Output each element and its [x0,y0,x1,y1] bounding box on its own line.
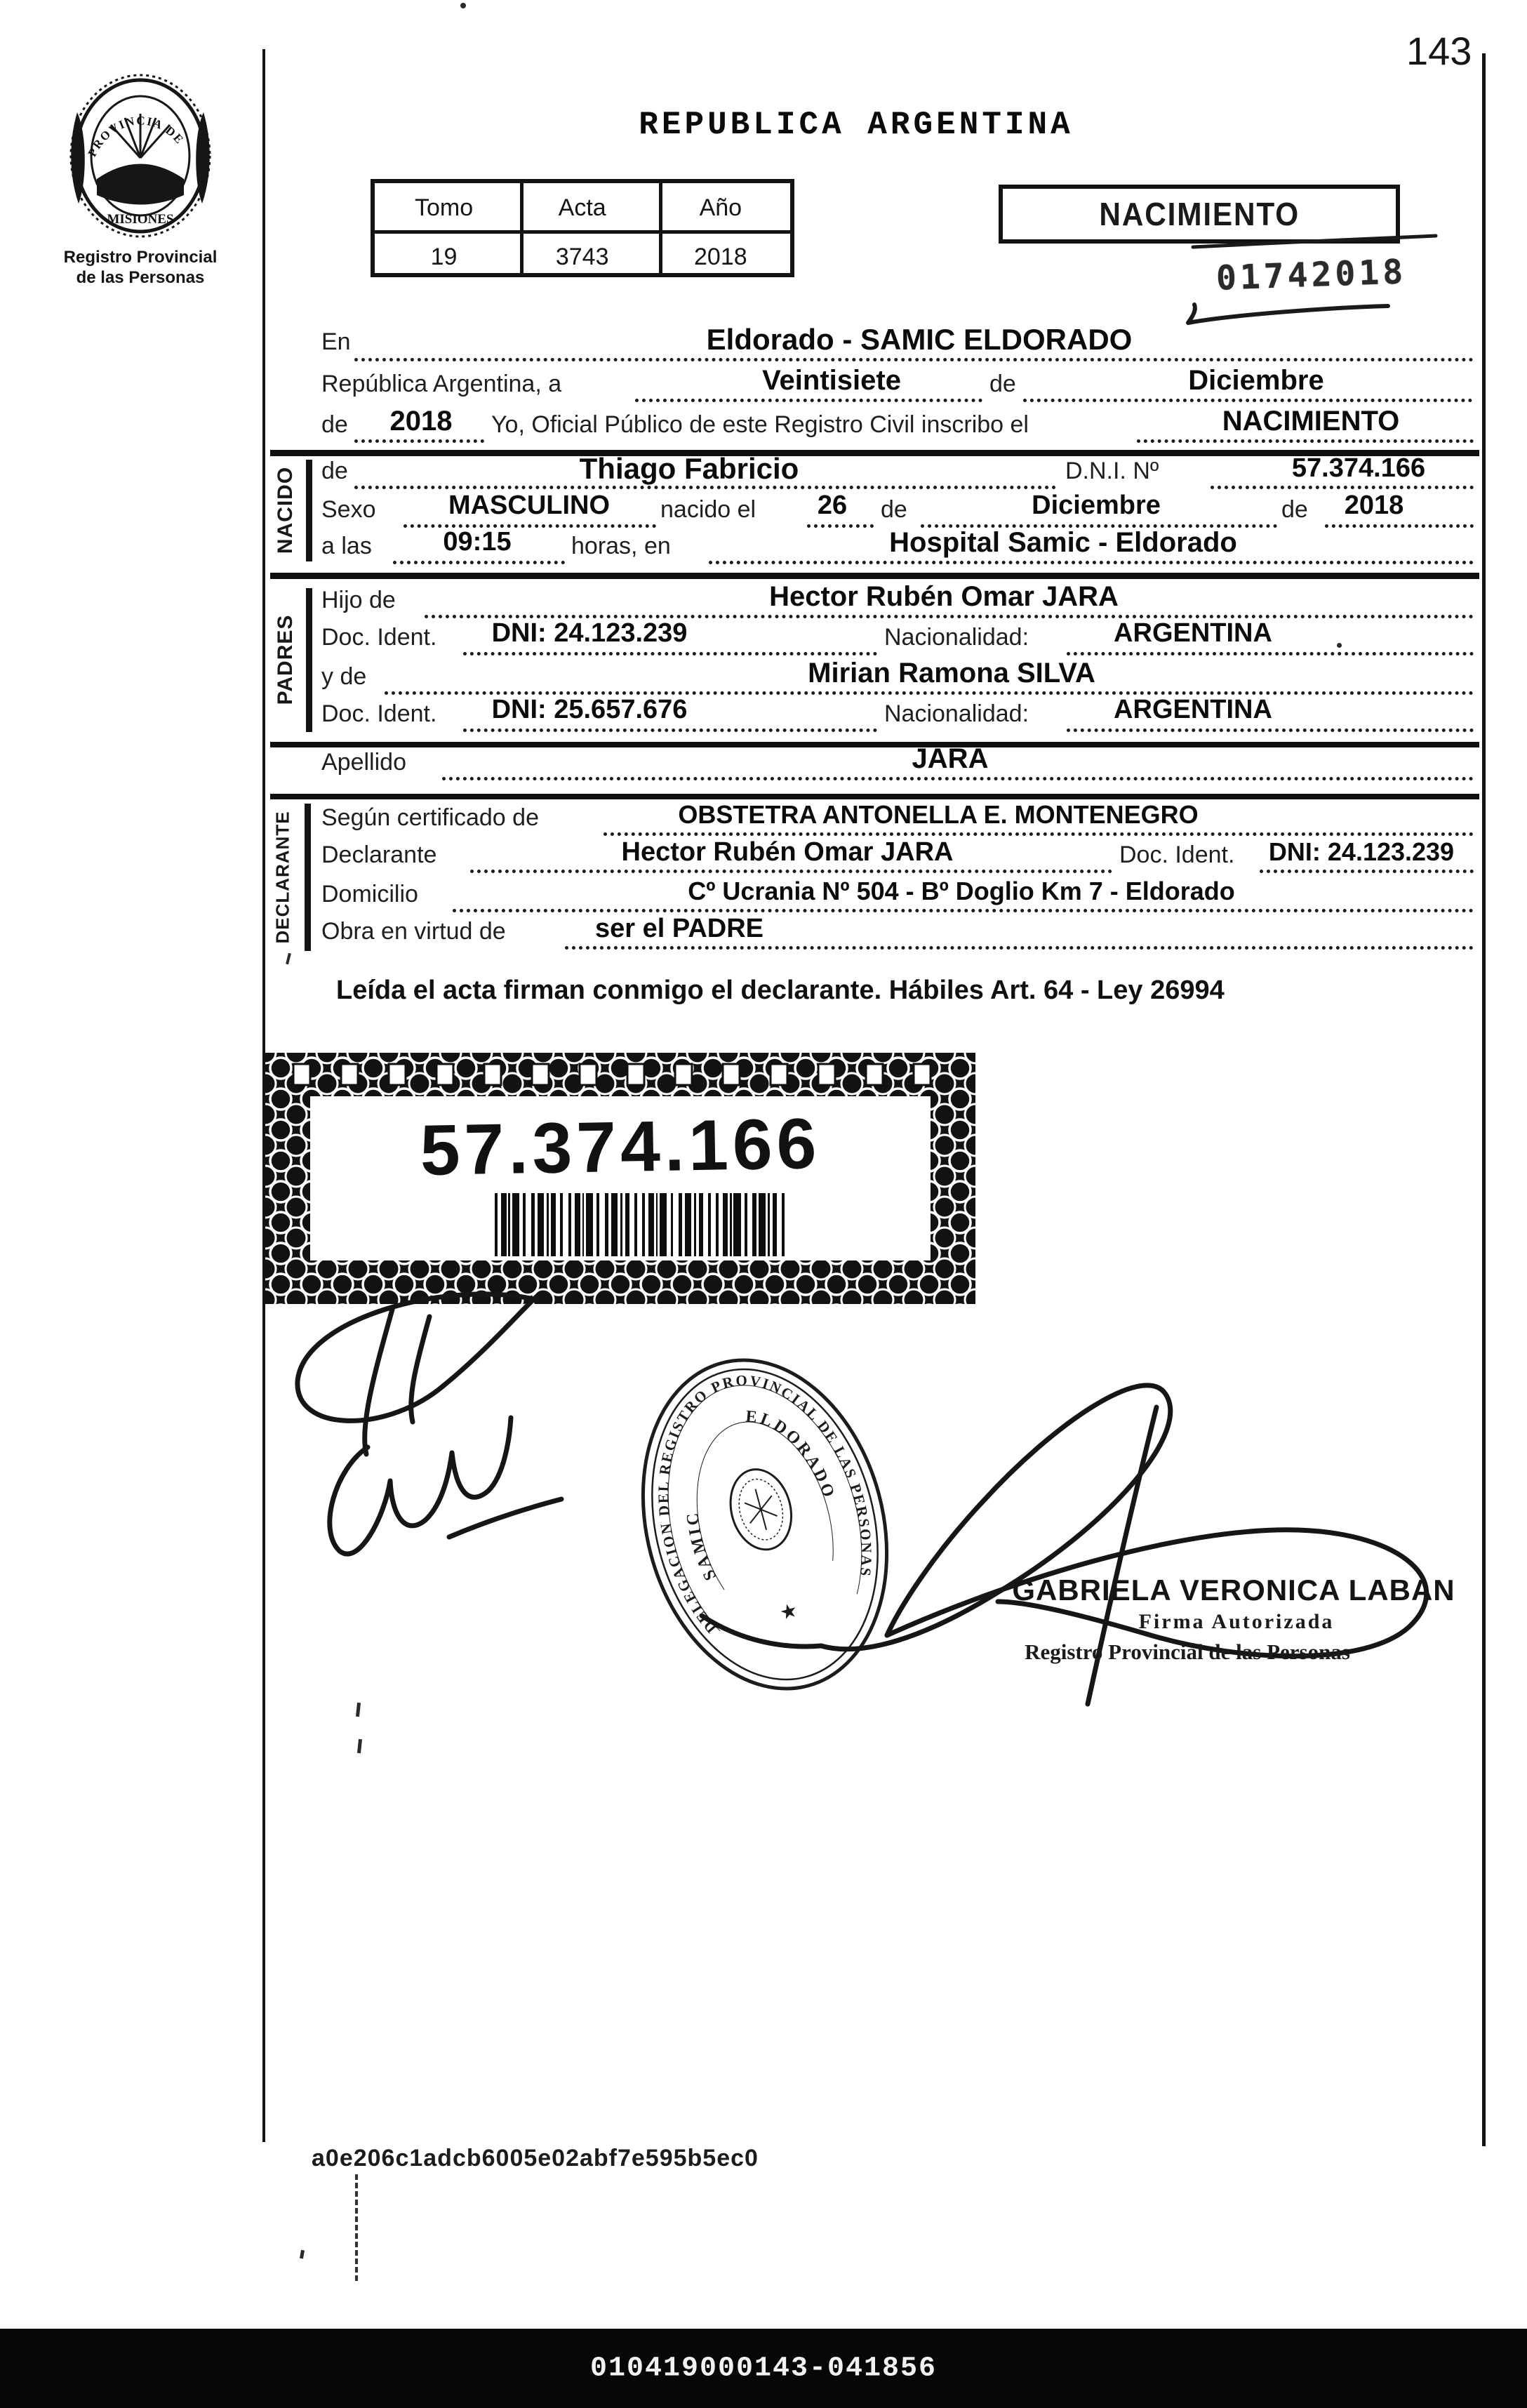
section-label-nacido: NACIDO [274,466,297,554]
seal-banner-text: MISIONES [107,212,174,227]
field-dni-value: 57.374.166 [1291,453,1426,483]
field-domicilio-label: Domicilio [321,881,418,907]
seal-arc-text: PROVINCIA DE [85,114,187,159]
field-birth-year-value: 2018 [1344,491,1404,520]
section-label-declarante: DECLARANTE [272,811,293,944]
acta-header-acta: Acta [558,194,606,221]
registry-name-line1: Registro Provincial [63,248,218,267]
field-anio-label: de [321,411,348,438]
record-type-label: NACIMIENTO [1099,196,1300,232]
field-declarante-value: Hector Rubén Omar JARA [621,837,954,867]
field-doc2-label: Doc. Ident. [321,700,437,727]
field-day-value: Veintisiete [762,365,901,396]
acta-value-tomo: 19 [430,244,458,270]
authorized-signer-name: GABRIELA VERONICA LABAN [1012,1574,1455,1607]
field-birth-month-value: Diciembre [1032,491,1161,520]
field-dni-label: D.N.I. Nº [1065,458,1159,484]
field-doc1-value: DNI: 24.123.239 [491,618,688,648]
sticker-dni-number: 57.374.166 [419,1103,822,1190]
field-hora-value: 09:15 [443,527,512,557]
field-republica-label: República Argentina, a [321,371,562,397]
stamp-star: ★ [777,1598,800,1625]
field-month-value: Diciembre [1188,365,1324,396]
field-birth-day-value: 26 [817,491,848,520]
field-doc1-label: Doc. Ident. [321,624,437,651]
record-type-stamp-number: 01742018 [1215,252,1408,298]
field-decl-doc-value: DNI: 24.123.239 [1268,837,1455,866]
page-number: 143 [1406,29,1472,73]
field-event-value: NACIMIENTO [1222,406,1400,437]
field-nac1-value: ARGENTINA [1114,618,1272,648]
field-hora-label: a las [321,533,372,559]
section-label-padres: PADRES [274,614,297,705]
field-cert-value: OBSTETRA ANTONELLA E. MONTENEGRO [678,800,1199,829]
footer-code: 010419000143-041856 [589,2353,938,2384]
field-oficial-text: Yo, Oficial Público de este Registro Civil inscribo el [491,411,1029,438]
field-horas-en-text: horas, en [571,533,671,559]
stamp-inner-text-eldorado: ELDORADO [745,1407,839,1503]
acta-value-anio: 2018 [694,244,747,270]
field-nombre-value: Thiago Fabricio [579,452,799,485]
field-cert-label: Según certificado de [321,804,539,831]
field-year-value: 2018 [389,406,453,437]
acta-header-anio: Año [699,194,742,221]
field-padre-value: Hector Rubén Omar JARA [769,581,1119,612]
acta-header-tomo: Tomo [414,194,474,221]
field-nac2-label: Nacionalidad: [884,700,1029,727]
field-domicilio-value: Cº Ucrania Nº 504 - Bº Doglio Km 7 - Eldorado [688,877,1235,905]
field-de-text-2: de [1281,496,1308,523]
field-en-value: Eldorado - SAMIC ELDORADO [706,323,1133,356]
field-en-label: En [321,328,351,355]
field-declarante-label: Declarante [321,842,437,868]
field-republica-mid: de [989,371,1016,397]
field-apellido-value: JARA [912,743,989,774]
footer-code-bar [0,2329,1527,2408]
authorized-signer-role: Firma Autorizada [1138,1610,1335,1633]
authorized-signer-org: Registro Provincial de las Personas [1025,1639,1350,1664]
field-sexo-label: Sexo [321,496,376,523]
closing-statement: Leída el acta firman conmigo el declarante. Hábiles Art. 64 - Ley 26994 [336,976,1225,1005]
field-nac2-value: ARGENTINA [1114,695,1272,724]
field-nac1-label: Nacionalidad: [884,624,1029,651]
field-de-text-1: de [881,496,907,523]
document-title: REPUBLICA ARGENTINA [639,107,1074,143]
registry-name-line2: de las Personas [76,268,205,287]
field-sexo-value: MASCULINO [448,491,611,520]
field-madre-value: Mirian Ramona SILVA [808,658,1095,689]
field-madre-label: y de [321,663,367,690]
field-decl-doc-label: Doc. Ident. [1119,842,1235,868]
field-lugar-value: Hospital Samic - Eldorado [889,527,1237,558]
field-nacido-el-text: nacido el [660,496,756,523]
stamp-ring-text: DELEGACION DEL REGISTRO PROVINCIAL DE LAS PERSONAS [655,1371,875,1637]
dashed-fold-line [355,2174,358,2281]
field-doc2-value: DNI: 25.657.676 [491,695,688,724]
field-padre-label: Hijo de [321,587,396,613]
acta-value-acta: 3743 [555,244,609,270]
field-obra-value: ser el PADRE [594,914,764,943]
document-hash: a0e206c1adcb6005e02abf7e595b5ec0 [312,2145,759,2171]
stamp-inner-text-samic: SAMIC [683,1509,721,1583]
field-nombre-label: de [321,458,348,484]
field-apellido-label: Apellido [321,749,406,776]
field-obra-label: Obra en virtud de [321,918,506,945]
